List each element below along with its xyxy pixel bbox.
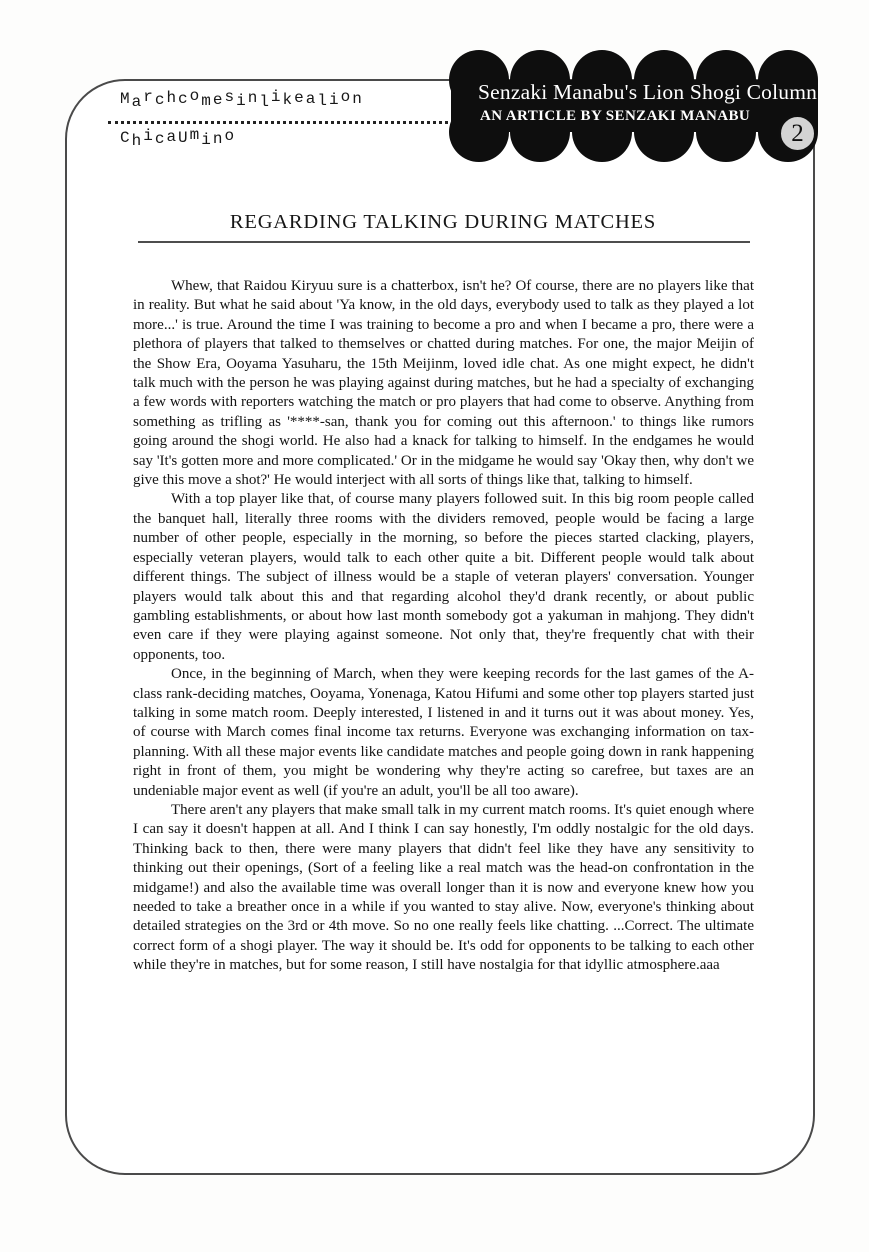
paragraph: Once, in the beginning of March, when they were keeping records for the last games of the A-class rank-deciding matches, Ooyama, Yonenaga, Katou Hifumi and some other top players started just talking in some match room. Deeply interested, I listened in and it turns out it was about money. Yes, of course with March comes final income tax returns. Everyone was exchanging information on tax-planning. With all these major events like candidate matches and people going down in rank happening right in front of them, you might be wondering why they're acting so carefree, but taxes are an undeniable major event as well (if you're an adult, you'll be all too aware). — [133, 666, 754, 799]
column-title: Senzaki Manabu's Lion Shogi Column — [478, 80, 818, 104]
page-number-badge: 2 — [778, 114, 817, 153]
paragraph: Whew, that Raidou Kiryuu sure is a chatterbox, isn't he? Of course, there are no players like that in reality. But what he said about 'Ya know, in the old days, everybody used to talk as they played a lot more...' is true. Around the time I was training to become a pro and when I became a pro, there were a plethora of players that talked to themselves or chatted during matches. For one, the major Meijin of the Show Era, Ooyama Yasuharu, the 15th Meijinm, loved idle chat. As one might expect, he didn't talk much with the person he was playing against during matches, but he had a specialty of exchanging a few words with reporters watching the match or pro players that had come to observe. Anything from something as trifling as '****-san, thank you for coming out this afternoon.' to things like rumors going around the shogi world. He also had a knack for talking to himself. In the endgames he would say 'It's gotten more and more complicated.' Or in the midgame he would say 'Okay then, why don't we give this move a shot?' He would interject with all sorts of things like that, talking to himself. — [133, 278, 754, 489]
series-dotted-rule — [108, 121, 460, 124]
author-name: ChicaUmino — [120, 126, 237, 150]
article-title-rule — [138, 241, 750, 243]
paragraph: With a top player like that, of course many players followed suit. In this big room people called the banquet hall, literally three rooms with the dividers removed, people would be facing a large number of other people, especially in the morning, so before the pieces started clacking, players, especially veteran players, would talk to each other quite a bit. Different people would talk about different things. The subject of illness would be a staple of veteran players' conversation. Younger players would talk about this and that regarding alcohol they'd drank recently, or about public gambling establishments, or about how last month somebody got a yakuman in mahjong. They didn't even care if they were playing against someone. Not only that, they're frequently chat with their opponents, too. — [133, 491, 754, 663]
article-body — [133, 277, 754, 976]
column-subtitle: AN ARTICLE BY SENZAKI MANABU — [480, 108, 751, 124]
cloud-bubble-shape — [449, 50, 820, 162]
column-banner — [449, 50, 820, 162]
article-title: REGARDING TALKING DURING MATCHES — [229, 211, 657, 233]
series-title: Marchcomesinlikealion — [120, 87, 364, 111]
paragraph: There aren't any players that make small talk in my current match rooms. It's quiet enough where I can say it doesn't happen at all. And I think I can say honestly, I'm oddly nostalgic for the old days. Thinking back to then, there were many players that didn't feel like they have any sensitivity to thinking out their openings, (Sort of a feeling like a real match was the head-on confrontation in the midgame!) and also the available time was overall longer than it is now and everyone knew how you needed to take a breather once in a while if you wanted to stay alive. Now, everyone's thinking about detailed strategies on the 3rd or 4th move. So no one really feels like chatting. ...Correct. The ultimate correct form of a shogi player. The way it should be. It's odd for opponents to be talking to each other while they're in matches, but for some reason, I still have nostalgia for that idyllic atmosphere.aaa — [133, 801, 754, 974]
